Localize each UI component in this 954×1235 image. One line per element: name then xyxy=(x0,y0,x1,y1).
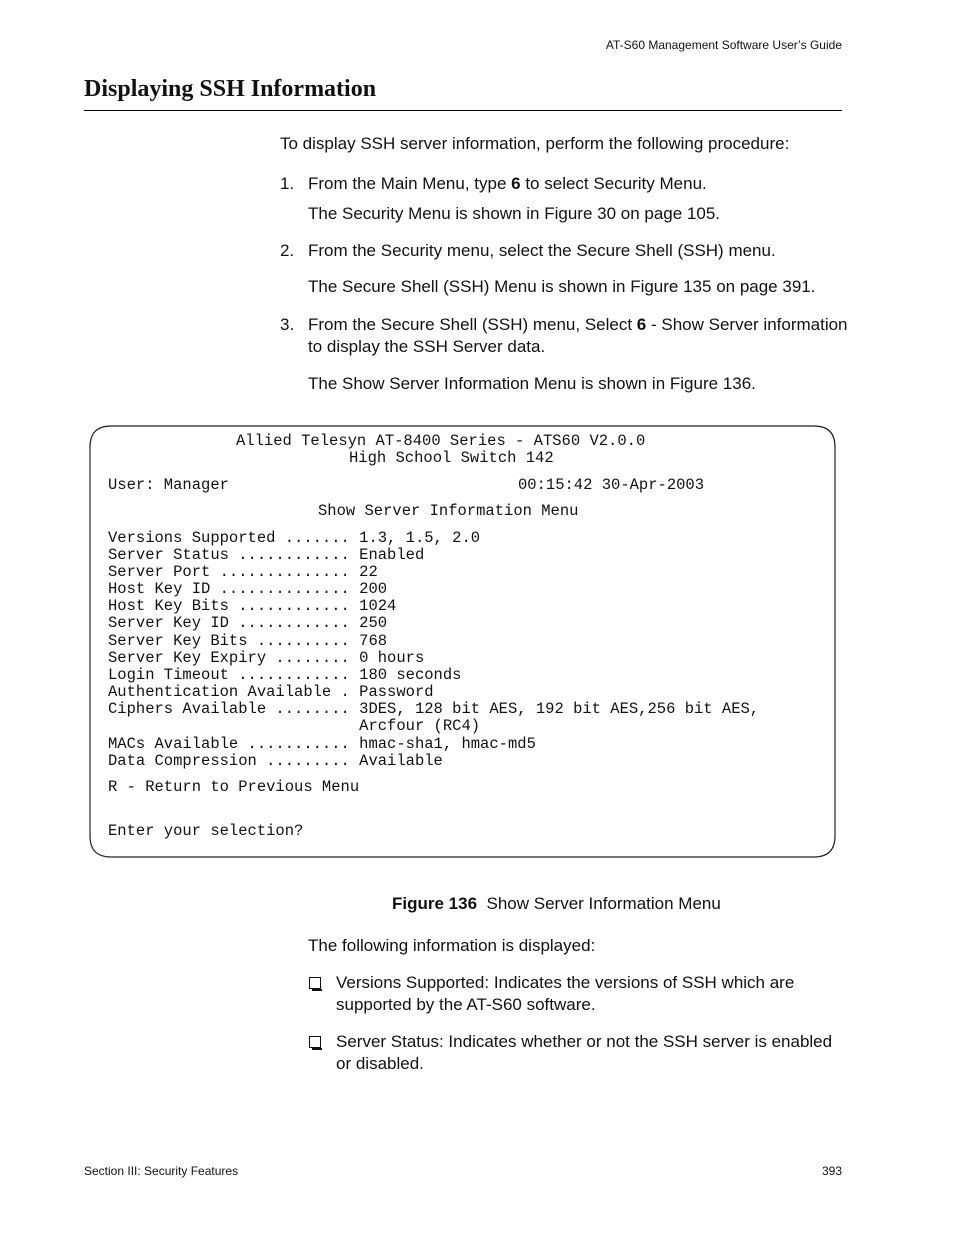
terminal-row: MACs Available ........... hmac-sha1, hmac-md5 xyxy=(108,735,536,753)
step-3-key: 6 xyxy=(636,315,647,334)
step-2-number: 2. xyxy=(280,241,295,260)
terminal-row: Host Key ID .............. 200 xyxy=(108,580,388,598)
step-3-text-line2: to display the SSH Server data. xyxy=(308,337,546,356)
running-header: AT-S60 Management Software User’s Guide xyxy=(605,38,842,52)
terminal-row: Authentication Available . Password xyxy=(108,683,434,701)
step-2-text: From the Security menu, select the Secure Shell (SSH) menu. xyxy=(308,241,776,260)
terminal-row: Server Key Bits .......... 768 xyxy=(108,632,388,650)
step-1-key: 6 xyxy=(511,174,521,193)
footer-page-number: 393 xyxy=(821,1164,842,1178)
terminal-row: Versions Supported ....... 1.3, 1.5, 2.0 xyxy=(108,529,481,547)
terminal-row: Server Key Expiry ........ 0 hours xyxy=(108,649,425,667)
bullet-1-line-2: supported by the AT-S60 software. xyxy=(336,995,596,1014)
terminal-row: Server Port .............. 22 xyxy=(108,563,378,581)
footer-section: Section III: Security Features xyxy=(84,1164,239,1178)
terminal-row: Data Compression ......... Available xyxy=(108,752,443,770)
checkbox-bullet-icon xyxy=(309,977,321,989)
following-paragraph: The following information is displayed: xyxy=(308,936,596,955)
section-title: Displaying SSH Information xyxy=(84,76,377,102)
step-3-number: 3. xyxy=(280,315,295,334)
step-1-number: 1. xyxy=(280,174,295,193)
step-3-text: From the Secure Shell (SSH) menu, Select 6 - Show Server information xyxy=(308,315,848,334)
terminal-screen xyxy=(89,425,836,858)
terminal-datetime: 00:15:42 30-Apr-2003 xyxy=(518,476,705,494)
intro-paragraph: To display SSH server information, perform the following procedure: xyxy=(280,134,790,153)
title-rule xyxy=(84,110,842,111)
terminal-row: Host Key Bits ............ 1024 xyxy=(108,597,397,615)
terminal-prompt: Enter your selection? xyxy=(108,822,304,840)
terminal-row: Ciphers Available ........ 3DES, 128 bit AES, 192 bit AES,256 bit AES, xyxy=(108,700,760,718)
bullet-2-line-1: Server Status: Indicates whether or not the SSH server is enabled xyxy=(336,1032,833,1051)
step-1-note: The Security Menu is shown in Figure 30 on page 105. xyxy=(308,204,721,223)
terminal-row: Server Key ID ............ 250 xyxy=(108,614,388,632)
step-3-note: The Show Server Information Menu is shown in Figure 136. xyxy=(308,374,756,393)
terminal-row: Login Timeout ............ 180 seconds xyxy=(108,666,462,684)
bullet-1-line-1: Versions Supported: Indicates the versions of SSH which are xyxy=(336,973,795,992)
terminal-user: User: Manager xyxy=(108,476,229,494)
figure-caption-text: Show Server Information Menu xyxy=(486,894,721,913)
checkbox-bullet-icon xyxy=(309,1036,321,1048)
figure-caption xyxy=(392,894,721,914)
terminal-row: Arcfour (RC4) xyxy=(108,717,481,735)
terminal-row: Server Status ............ Enabled xyxy=(108,546,425,564)
step-2-note: The Secure Shell (SSH) Menu is shown in Figure 135 on page 391. xyxy=(308,277,816,296)
terminal-banner-1: Allied Telesyn AT-8400 Series - ATS60 V2.0.0 xyxy=(236,432,646,450)
terminal-return-option: R - Return to Previous Menu xyxy=(108,778,360,796)
figure-label: Figure 136 xyxy=(392,894,478,913)
bullet-2-line-2: or disabled. xyxy=(336,1054,424,1073)
terminal-banner-2: High School Switch 142 xyxy=(349,449,554,467)
step-1-text: From the Main Menu, type 6 to select Security Menu. xyxy=(308,174,707,193)
terminal-menu-title: Show Server Information Menu xyxy=(318,502,579,520)
